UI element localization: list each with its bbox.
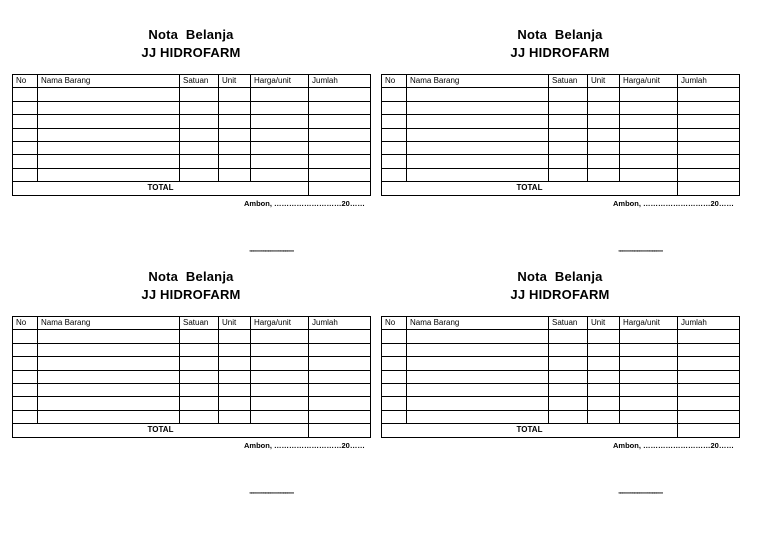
table-cell [251,88,309,101]
table-cell [382,343,407,356]
table-cell [588,383,620,396]
table-cell [588,115,620,128]
table-cell [678,168,740,181]
table-cell [219,101,251,114]
table-cell [180,343,219,356]
table-cell [309,155,371,168]
table-cell [407,101,549,114]
table-cell [251,383,309,396]
table-cell [549,168,588,181]
table-cell [13,128,38,141]
table-cell [309,357,371,370]
table-cell [549,370,588,383]
table-cell [620,343,678,356]
table-cell [309,141,371,154]
total-label: TOTAL [382,424,678,437]
table-row [382,370,740,383]
total-value-cell [678,182,740,195]
table-cell [588,88,620,101]
table-cell [549,357,588,370]
table-cell [180,168,219,181]
table-cell [382,330,407,343]
col-header-no: No [13,317,38,330]
table-cell [251,101,309,114]
table-cell [382,141,407,154]
receipt-title: Nota Belanja [517,27,603,42]
receipt-form [12,242,370,495]
table-cell [309,370,371,383]
table-cell [219,88,251,101]
table-cell [13,101,38,114]
table-cell [13,397,38,410]
col-header-harga-unit: Harga/unit [620,317,678,330]
col-header-jumlah: Jumlah [309,75,371,88]
place-date-line: Ambon, ………………………20…… [244,199,365,208]
col-header-harga-unit: Harga/unit [620,75,678,88]
table-cell [309,410,371,423]
table-cell [407,397,549,410]
table-cell [620,155,678,168]
store-name: JJ HIDROFARM [510,287,610,302]
total-value-cell [309,424,371,437]
table-cell [588,141,620,154]
table-cell [13,168,38,181]
table-cell [219,141,251,154]
table-cell [219,343,251,356]
table-cell [38,155,180,168]
table-cell [38,115,180,128]
total-value-cell [309,182,371,195]
col-header-jumlah: Jumlah [678,75,740,88]
table-cell [620,410,678,423]
col-header-unit: Unit [588,317,620,330]
table-cell [13,383,38,396]
table-row [13,357,371,370]
table-cell [382,101,407,114]
table-cell [549,330,588,343]
store-name: JJ HIDROFARM [510,45,610,60]
table-cell [38,88,180,101]
total-row [382,424,740,437]
table-cell [678,128,740,141]
table-cell [620,370,678,383]
table-cell [309,88,371,101]
table-cell [180,155,219,168]
table-cell [309,383,371,396]
col-header-unit: Unit [588,75,620,88]
col-header-satuan: Satuan [180,317,219,330]
table-row [13,88,371,101]
col-header-nama-barang: Nama Barang [38,317,180,330]
col-header-satuan: Satuan [549,317,588,330]
col-header-unit: Unit [219,75,251,88]
table-cell [407,155,549,168]
table-cell [13,155,38,168]
table-cell [588,101,620,114]
table-cell [382,370,407,383]
table-cell [180,330,219,343]
table-cell [13,370,38,383]
table-cell [180,88,219,101]
table-cell [407,168,549,181]
table-row [382,88,740,101]
col-header-harga-unit: Harga/unit [251,317,309,330]
table-cell [180,101,219,114]
table-cell [382,128,407,141]
table-cell [219,357,251,370]
table-cell [251,330,309,343]
table-row [382,330,740,343]
table-row [382,383,740,396]
table-cell [309,330,371,343]
table-cell [251,155,309,168]
table-cell [588,410,620,423]
place-date-line: Ambon, ………………………20…… [244,441,365,450]
total-value-cell [678,424,740,437]
table-cell [13,357,38,370]
table-cell [407,343,549,356]
table-cell [219,330,251,343]
table-row [13,115,371,128]
table-cell [678,330,740,343]
table-cell [13,88,38,101]
table-cell [620,357,678,370]
table-cell [219,115,251,128]
table-header-row [382,75,740,88]
table-cell [407,88,549,101]
table-header-row [13,317,371,330]
table-cell [382,410,407,423]
table-cell [38,370,180,383]
table-row [382,141,740,154]
store-name: JJ HIDROFARM [141,45,241,60]
table-row [382,397,740,410]
col-header-nama-barang: Nama Barang [407,75,549,88]
table-cell [549,128,588,141]
col-header-harga-unit: Harga/unit [251,75,309,88]
table-row [13,383,371,396]
table-cell [251,168,309,181]
items-table [381,316,740,438]
col-header-no: No [13,75,38,88]
col-header-nama-barang: Nama Barang [407,317,549,330]
table-cell [219,168,251,181]
table-cell [13,410,38,423]
table-cell [620,141,678,154]
table-cell [549,155,588,168]
store-name: JJ HIDROFARM [141,287,241,302]
table-cell [382,357,407,370]
table-cell [219,128,251,141]
total-label: TOTAL [382,182,678,195]
table-cell [180,357,219,370]
table-cell [38,101,180,114]
table-cell [678,88,740,101]
signature-line: ,,,,,,,,,,,,,,,,,,,,,,,,,,,,,,,,,,,,,,,,,,,,,,, [618,246,663,253]
receipt-form [381,0,739,253]
table-cell [13,343,38,356]
table-row [13,397,371,410]
table-row [13,155,371,168]
table-cell [549,115,588,128]
table-cell [251,141,309,154]
signature-line: ,,,,,,,,,,,,,,,,,,,,,,,,,,,,,,,,,,,,,,,,,,,,,,, [618,488,663,495]
receipt-form [12,0,370,253]
table-cell [38,357,180,370]
table-cell [13,330,38,343]
table-cell [620,383,678,396]
table-cell [678,397,740,410]
table-cell [219,410,251,423]
table-cell [251,410,309,423]
table-row [13,128,371,141]
table-cell [620,397,678,410]
table-cell [180,397,219,410]
table-cell [620,168,678,181]
table-cell [309,343,371,356]
table-cell [180,370,219,383]
table-cell [219,370,251,383]
table-cell [407,128,549,141]
col-header-unit: Unit [219,317,251,330]
table-cell [678,383,740,396]
table-row [382,343,740,356]
table-cell [309,397,371,410]
table-cell [309,101,371,114]
table-cell [620,88,678,101]
table-cell [620,330,678,343]
table-row [382,128,740,141]
table-row [13,343,371,356]
table-cell [382,88,407,101]
col-header-no: No [382,75,407,88]
table-cell [382,115,407,128]
table-cell [620,101,678,114]
table-cell [407,383,549,396]
table-cell [251,357,309,370]
table-cell [13,115,38,128]
table-cell [38,343,180,356]
table-cell [678,357,740,370]
total-label: TOTAL [13,424,309,437]
table-header-row [382,317,740,330]
signature-line: ,,,,,,,,,,,,,,,,,,,,,,,,,,,,,,,,,,,,,,,,,,,,,,, [249,246,294,253]
table-cell [588,357,620,370]
signature-line: ,,,,,,,,,,,,,,,,,,,,,,,,,,,,,,,,,,,,,,,,,,,,,,, [249,488,294,495]
table-cell [180,115,219,128]
items-table [12,316,371,438]
table-cell [382,155,407,168]
table-cell [588,128,620,141]
table-cell [620,128,678,141]
table-cell [549,410,588,423]
table-cell [678,410,740,423]
table-row [13,141,371,154]
col-header-jumlah: Jumlah [309,317,371,330]
table-cell [180,383,219,396]
table-row [382,115,740,128]
table-row [13,330,371,343]
table-cell [678,101,740,114]
table-row [13,101,371,114]
table-cell [219,155,251,168]
table-cell [382,383,407,396]
table-cell [219,383,251,396]
table-cell [309,168,371,181]
table-cell [251,370,309,383]
table-row [13,168,371,181]
table-row [382,155,740,168]
table-cell [38,168,180,181]
table-cell [549,343,588,356]
table-cell [38,128,180,141]
table-cell [549,397,588,410]
items-table [381,74,740,196]
table-cell [180,410,219,423]
table-cell [549,141,588,154]
table-cell [382,397,407,410]
table-cell [678,115,740,128]
table-row [382,357,740,370]
table-cell [549,383,588,396]
table-row [13,370,371,383]
table-cell [588,168,620,181]
table-cell [407,370,549,383]
table-cell [180,141,219,154]
receipt-title: Nota Belanja [148,269,234,284]
table-row [382,101,740,114]
table-cell [588,330,620,343]
table-row [382,168,740,181]
place-date-line: Ambon, ………………………20…… [613,199,734,208]
table-cell [309,115,371,128]
receipt-title: Nota Belanja [517,269,603,284]
table-cell [382,168,407,181]
table-cell [549,88,588,101]
table-cell [678,370,740,383]
table-cell [13,141,38,154]
table-cell [38,141,180,154]
table-cell [588,397,620,410]
receipt-title: Nota Belanja [148,27,234,42]
table-cell [407,330,549,343]
table-cell [678,155,740,168]
total-row [13,424,371,437]
table-cell [38,330,180,343]
table-cell [251,128,309,141]
table-cell [38,383,180,396]
receipt-form [381,242,739,495]
table-cell [38,410,180,423]
table-header-row [13,75,371,88]
table-cell [219,397,251,410]
table-cell [407,141,549,154]
total-row [13,182,371,195]
table-cell [678,141,740,154]
total-row [382,182,740,195]
table-cell [251,343,309,356]
items-table [12,74,371,196]
table-cell [678,343,740,356]
table-cell [407,115,549,128]
table-cell [620,115,678,128]
table-cell [180,128,219,141]
table-cell [407,357,549,370]
col-header-satuan: Satuan [549,75,588,88]
table-cell [588,370,620,383]
col-header-no: No [382,317,407,330]
col-header-nama-barang: Nama Barang [38,75,180,88]
table-cell [251,397,309,410]
place-date-line: Ambon, ………………………20…… [613,441,734,450]
table-row [13,410,371,423]
table-cell [251,115,309,128]
table-cell [588,155,620,168]
table-cell [407,410,549,423]
total-label: TOTAL [13,182,309,195]
col-header-satuan: Satuan [180,75,219,88]
col-header-jumlah: Jumlah [678,317,740,330]
table-row [382,410,740,423]
table-cell [588,343,620,356]
table-cell [38,397,180,410]
table-cell [309,128,371,141]
table-cell [549,101,588,114]
